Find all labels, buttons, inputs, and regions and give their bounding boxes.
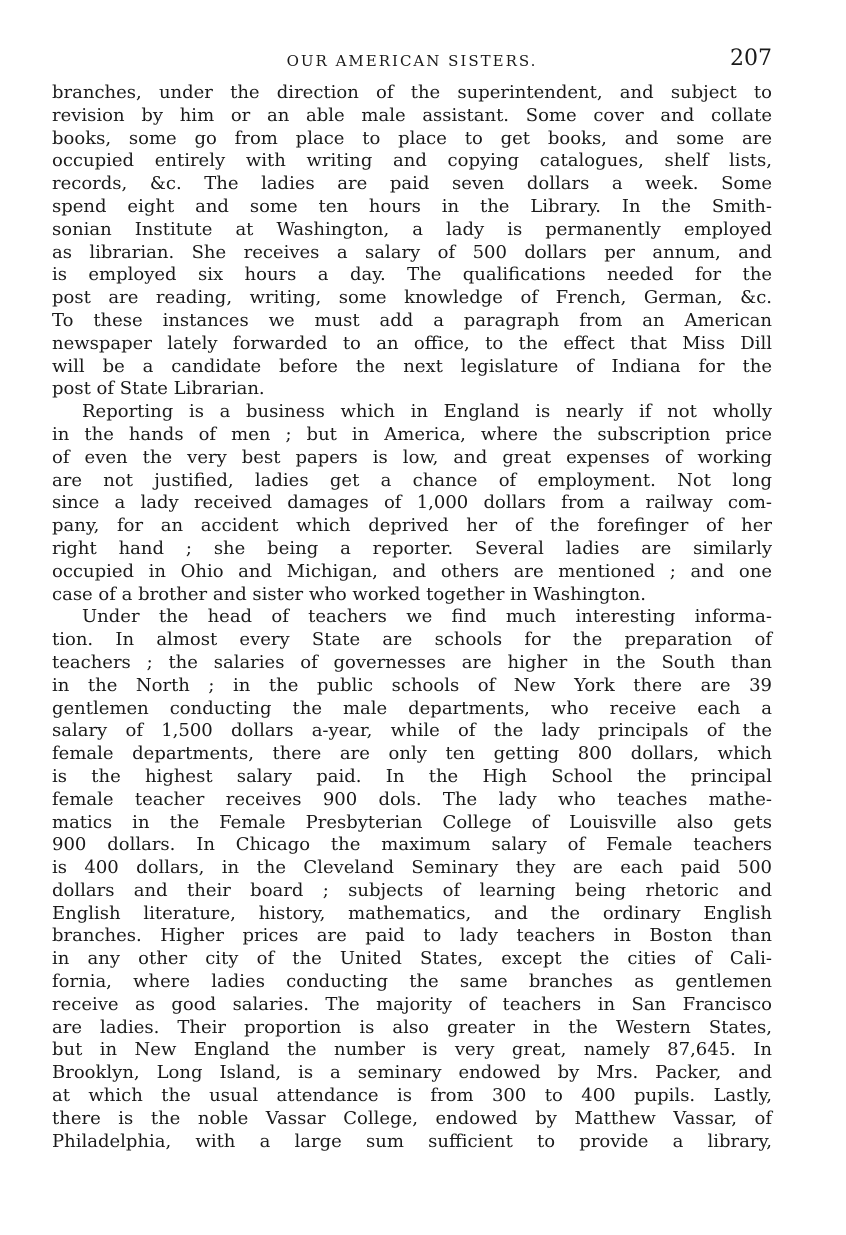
text-line: case of a brother and sister who worked together in Washington.	[52, 583, 646, 605]
text-line: in any other city of the United States, except the cities of Cali-	[52, 948, 772, 970]
text-line: will be a candidate before the next legislature of Indiana for the	[52, 355, 772, 377]
page-number: 207	[730, 46, 772, 71]
text-line: books, some go from place to place to get books, and some are	[52, 127, 772, 149]
text-line: as librarian. She receives a salary of 500 dollars per annum, and	[52, 241, 772, 263]
text-line: post of State Librarian.	[52, 378, 265, 400]
running-title: OUR AMERICAN SISTERS.	[286, 52, 538, 70]
text-line: tion. In almost every State are schools for the preparation of	[52, 629, 772, 651]
text-line: female departments, there are only ten getting 800 dollars, which	[52, 743, 772, 765]
running-head	[52, 42, 772, 82]
text-line: at which the usual attendance is from 300 to 400 pupils. Lastly,	[52, 1085, 772, 1107]
text-line: occupied in Ohio and Michigan, and others are mentioned ; and one	[52, 560, 772, 582]
text-line: occupied entirely with writing and copying catalogues, shelf lists,	[52, 150, 772, 172]
text-line: is 400 dollars, in the Cleveland Seminary they are each paid 500	[52, 857, 772, 879]
text-line: female teacher receives 900 dols. The lady who teaches mathe-	[52, 788, 772, 810]
text-line: pany, for an accident which deprived her of the forefinger of her	[52, 515, 772, 537]
text-line: but in New England the number is very great, namely 87,645. In	[52, 1039, 772, 1061]
text-line: since a lady received damages of 1,000 dollars from a railway com-	[52, 492, 772, 514]
text-line: there is the noble Vassar College, endowed by Matthew Vassar, of	[52, 1107, 772, 1129]
text-line: is the highest salary paid. In the High School the principal	[52, 765, 772, 787]
text-line: newspaper lately forwarded to an office, to the effect that Miss Dill	[52, 332, 772, 354]
text-line: English literature, history, mathematics, and the ordinary English	[52, 902, 772, 924]
text-line: are ladies. Their proportion is also greater in the Western States,	[52, 1016, 772, 1038]
text-line: salary of 1,500 dollars a-year, while of the lady principals of the	[52, 720, 772, 742]
text-line: branches. Higher prices are paid to lady teachers in Boston than	[52, 925, 772, 947]
text-line: dollars and their board ; subjects of learning being rhetoric and	[52, 879, 772, 901]
text-line: matics in the Female Presbyterian College of Louisville also gets	[52, 811, 772, 833]
body-text	[52, 82, 772, 1153]
text-line: are not justified, ladies get a chance of employment. Not long	[52, 469, 772, 491]
text-line: Philadelphia, with a large sum sufficient to provide a library,	[52, 1130, 772, 1152]
text-line: post are reading, writing, some knowledge of French, German, &c.	[52, 287, 772, 309]
text-line: Brooklyn, Long Island, is a seminary endowed by Mrs. Packer, and	[52, 1062, 772, 1084]
text-line: in the North ; in the public schools of New York there are 39	[52, 674, 772, 696]
text-line: revision by him or an able male assistant. Some cover and collate	[52, 104, 772, 126]
text-line: branches, under the direction of the superintendent, and subject to	[52, 82, 772, 103]
text-line: spend eight and some ten hours in the Library. In the Smith-	[52, 195, 772, 217]
book-page	[52, 42, 772, 1153]
text-line: Reporting is a business which in England is nearly if not wholly	[82, 401, 772, 423]
text-line: in the hands of men ; but in America, where the subscription price	[52, 423, 772, 445]
text-line: right hand ; she being a reporter. Several ladies are similarly	[52, 537, 772, 559]
text-line: sonian Institute at Washington, a lady is permanently employed	[52, 218, 772, 240]
text-line: 900 dollars. In Chicago the maximum salary of Female teachers	[52, 834, 772, 856]
text-line: of even the very best papers is low, and great expenses of working	[52, 446, 772, 468]
text-line: Under the head of teachers we find much interesting informa-	[82, 606, 772, 628]
text-line: To these instances we must add a paragraph from an American	[52, 309, 772, 331]
text-line: receive as good salaries. The majority of teachers in San Francisco	[52, 993, 772, 1015]
text-line: fornia, where ladies conducting the same branches as gentlemen	[52, 971, 772, 993]
text-line: is employed six hours a day. The qualifications needed for the	[52, 264, 772, 286]
text-line: teachers ; the salaries of governesses are higher in the South than	[52, 651, 772, 673]
text-line: gentlemen conducting the male departments, who receive each a	[52, 697, 772, 719]
text-line: records, &c. The ladies are paid seven dollars a week. Some	[52, 173, 772, 195]
